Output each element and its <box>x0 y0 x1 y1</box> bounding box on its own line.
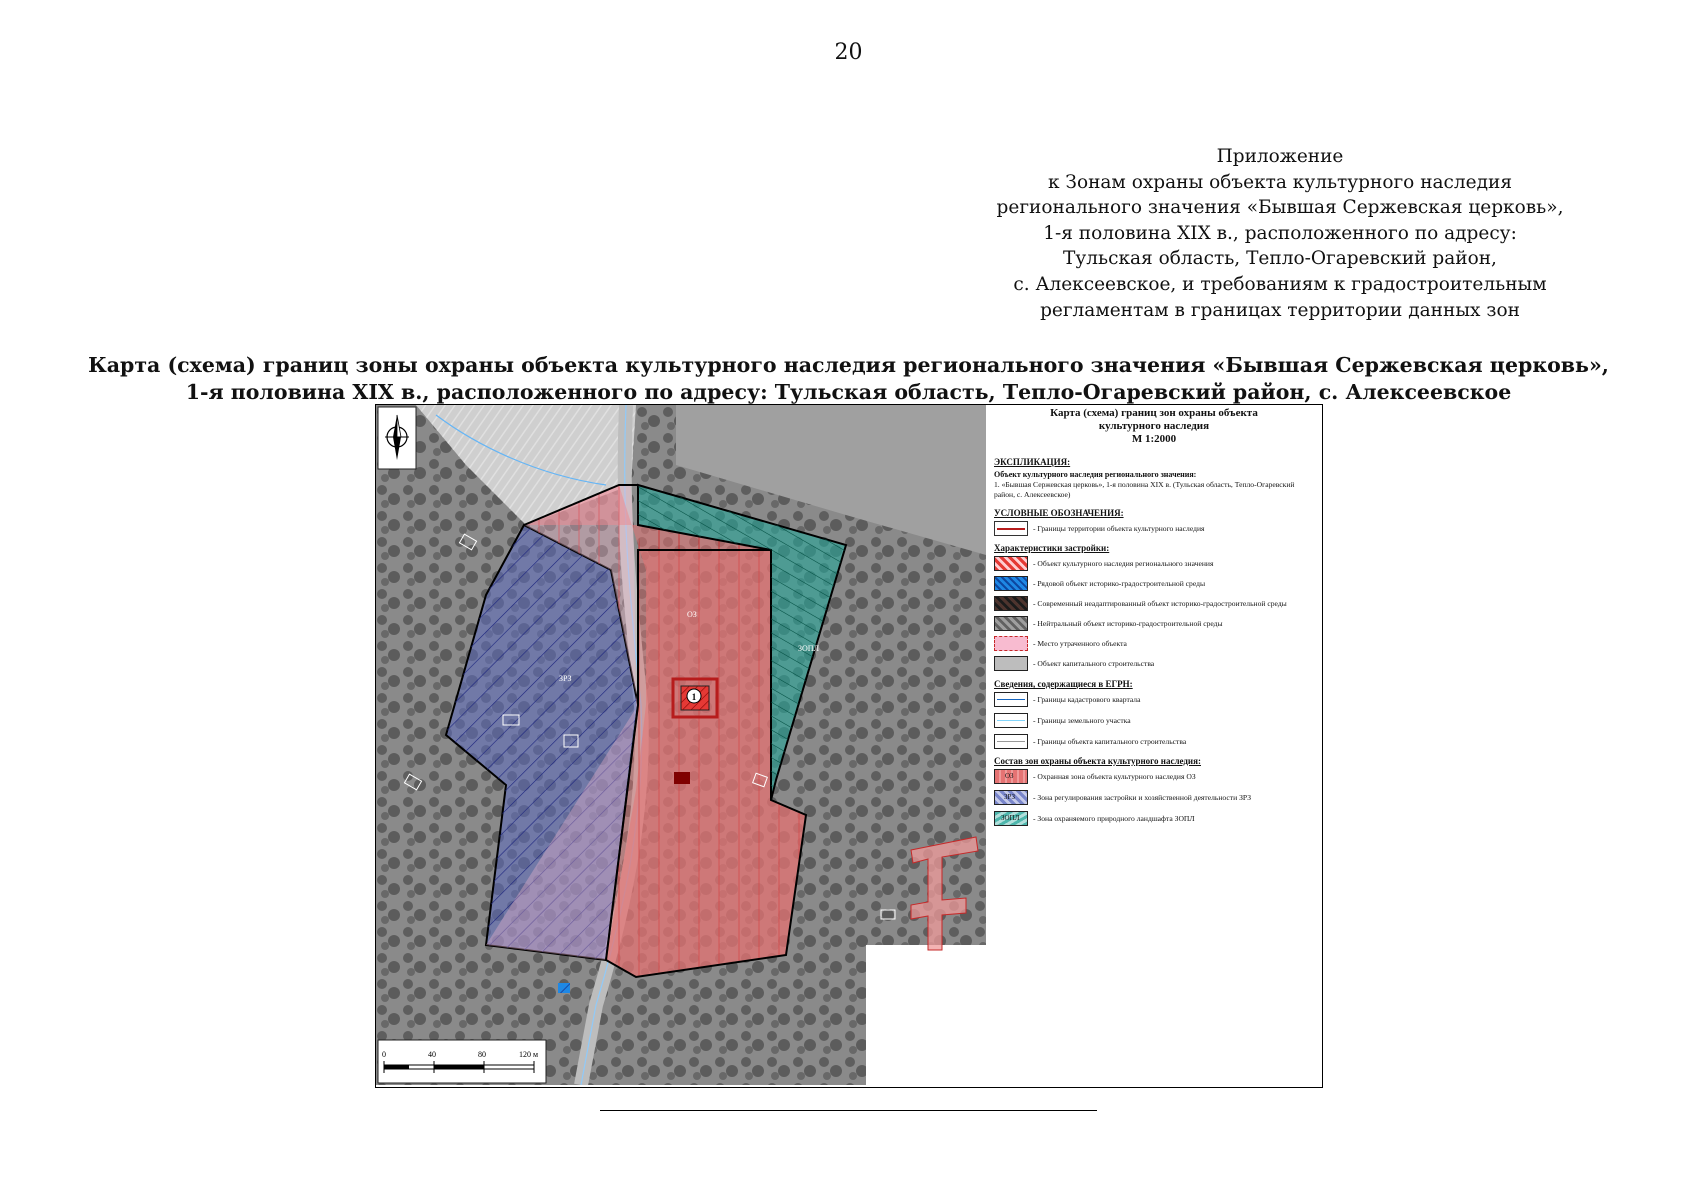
legend-row <box>994 656 1320 672</box>
legend-object-heading: Объект культурного наследия регионального значения: <box>994 470 1197 479</box>
legend-label: - Границы кадастрового квартала <box>1033 695 1141 704</box>
legend-zones-heading: Состав зон охраны объекта культурного наследия: <box>994 756 1201 766</box>
legend-row <box>994 692 1320 708</box>
scale-tick-label: 120 м <box>519 1050 539 1059</box>
object-number: 1 <box>691 692 697 702</box>
legend-row <box>994 734 1320 750</box>
title-line: 1-я половина XIX в., расположенного по адресу: Тульская область, Тепло-Огаревский район, с. Алексеевское <box>185 380 1512 404</box>
legend-label: - Зона охраняемого природного ландшафта ЗОПЛ <box>1033 814 1195 823</box>
scale-tick-label: 40 <box>428 1050 436 1059</box>
legend-egrn-heading: Сведения, содержащиеся в ЕГРН: <box>994 679 1133 689</box>
zone-label-zopl: ЗОПЛ <box>798 644 819 653</box>
legend-building-heading: Характеристики застройки: <box>994 543 1110 553</box>
appendix-line: к Зонам охраны объекта культурного наследия <box>1047 171 1513 193</box>
legend-row <box>994 713 1320 729</box>
zone-label-zrz: ЗРЗ <box>559 674 572 683</box>
page-title <box>0 352 1697 406</box>
zone-oz-swatch <box>994 769 1028 784</box>
scale-bar-box <box>378 1040 546 1083</box>
zone-code: ЗОПЛ <box>1001 814 1020 822</box>
legend-explication-heading: ЭКСПЛИКАЦИЯ: <box>994 457 1071 467</box>
zone-code: ОЗ <box>1005 772 1014 780</box>
lost-object-swatch <box>994 636 1028 651</box>
end-divider <box>600 1110 1097 1111</box>
appendix-line: Тульская область, Тепло-Огаревский район, <box>1063 248 1497 270</box>
legend-label: - Границы земельного участка <box>1033 716 1131 725</box>
legend-label: - Границы территории объекта культурного наследия <box>1033 524 1205 533</box>
legend-row-zopl <box>994 811 1320 827</box>
legend-label: - Современный неадаптированный объект историко-градостроительной среды <box>1033 599 1287 608</box>
legend-row <box>994 596 1320 612</box>
legend-object-text: 1. «Бывшая Сержевская церковь», 1-я половина XIX в. (Тульская область, Тепло-Огаревский район, с. Алексеевское) <box>994 480 1295 499</box>
neutral-object-swatch <box>994 616 1028 631</box>
legend-label: - Зона регулирования застройки и хозяйственной деятельности ЗРЗ <box>1033 793 1251 802</box>
aerial-map <box>376 405 986 1085</box>
zone-zopl-swatch <box>994 811 1028 826</box>
land-plot-swatch <box>994 713 1028 728</box>
appendix-header <box>990 144 1570 323</box>
territory-boundary-swatch <box>994 521 1028 536</box>
legend-label: - Рядовой объект историко-градостроительной среды <box>1033 579 1206 588</box>
legend-title-line: Карта (схема) границ зон охраны объекта <box>1050 407 1258 419</box>
legend-row-zrz <box>994 790 1320 806</box>
ordinary-object-swatch <box>994 576 1028 591</box>
capital-object-boundary-swatch <box>994 734 1028 749</box>
scale-tick-label: 0 <box>382 1050 386 1059</box>
legend-row-oz <box>994 769 1320 785</box>
page-number: 20 <box>834 40 863 65</box>
legend-label: - Границы объекта капитального строительства <box>1033 737 1187 746</box>
capital-object-swatch <box>994 656 1028 671</box>
legend-label: - Охранная зона объекта культурного наследия ОЗ <box>1033 772 1196 781</box>
appendix-line: 1-я половина XIX в., расположенного по адресу: <box>1043 222 1517 244</box>
zone-label-oz: ОЗ <box>687 610 697 619</box>
legend-row <box>994 576 1320 592</box>
appendix-line: регионального значения «Бывшая Сержевская церковь», <box>996 197 1564 219</box>
heritage-object-swatch <box>994 556 1028 571</box>
map-legend <box>986 405 1322 1085</box>
legend-title <box>986 407 1322 446</box>
appendix-line: Приложение <box>1216 146 1344 167</box>
legend-row <box>994 556 1320 572</box>
legend-symbols-heading: УСЛОВНЫЕ ОБОЗНАЧЕНИЯ: <box>994 508 1124 518</box>
zone-code: ЗРЗ <box>1004 793 1015 801</box>
appendix-line: с. Алексеевское, и требованиям к градостроительным <box>1013 273 1547 295</box>
legend-label: - Объект культурного наследия регионального значения <box>1033 559 1214 568</box>
legend-title-line: культурного наследия <box>1098 420 1210 432</box>
legend-label: - Нейтральный объект историко-градостроительной среды <box>1033 619 1223 628</box>
appendix-line: регламентам в границах территории данных зон <box>1040 299 1520 321</box>
legend-row <box>994 636 1320 652</box>
modern-object-swatch <box>994 596 1028 611</box>
scale-tick-label: 80 <box>478 1050 486 1059</box>
title-line: Карта (схема) границ зоны охраны объекта культурного наследия регионального значения «Бывшая Сержевская церковь», <box>88 353 1609 377</box>
map-frame <box>375 404 1323 1088</box>
legend-scale: М 1:2000 <box>1131 433 1177 445</box>
zone-zrz-swatch <box>994 790 1028 805</box>
legend-row <box>994 616 1320 632</box>
legend-label: - Место утраченного объекта <box>1033 639 1127 648</box>
legend-label: - Объект капитального строительства <box>1033 659 1155 668</box>
legend-row-territory <box>994 521 1320 537</box>
cadastral-quarter-swatch <box>994 692 1028 707</box>
